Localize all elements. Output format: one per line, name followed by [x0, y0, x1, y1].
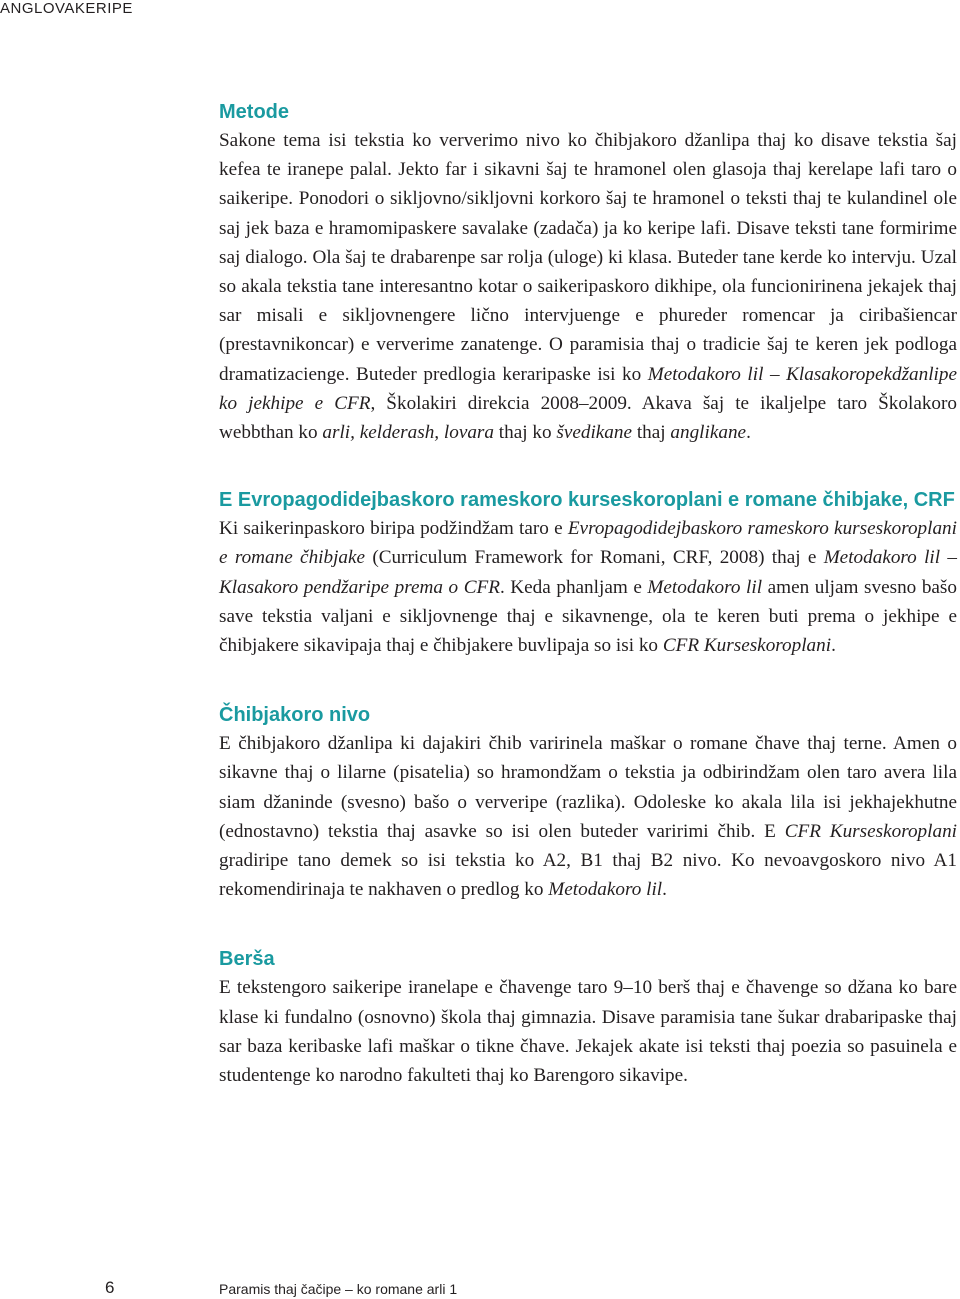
italic-run: Metodakoro lil	[548, 879, 663, 901]
section-metode	[219, 98, 957, 447]
text-run: Ki saikerinpaskoro biripa podžindžam taro e	[219, 518, 568, 540]
text-run: , Školakiri direkcia 2008–2009. Akava šaj te ikaljelpe taro Školakoro webbthan ko	[219, 392, 958, 444]
section-chibjakoro-nivo	[219, 701, 957, 904]
italic-run: švedikane	[556, 422, 633, 444]
section-paragraph	[219, 514, 957, 660]
text-run: . Keda phanljam e	[499, 576, 648, 598]
section-heading: Čhibjakoro nivo	[219, 704, 371, 727]
section-crf	[219, 486, 957, 660]
section-paragraph	[219, 729, 957, 904]
italic-run: CFR Kurseskoroplani	[784, 820, 958, 842]
page-content	[219, 98, 957, 1090]
page-footer	[0, 1276, 960, 1299]
text-run: gradiripe tano demek so isi tekstia ko A2, B1 thaj B2 nivo. Ko nevoavgoskoro nivo A1 rekomendirinaja te nakhaven o predlog ko	[219, 850, 957, 901]
section-bersa	[219, 945, 957, 1090]
italic-run: Metodakoro lil – Klasakoropekdžanlipe ko jekhipe e CFR	[219, 363, 957, 414]
text-run: .	[746, 422, 751, 444]
footer-title: Paramis thaj čačipe – ko romane arli 1	[219, 1281, 458, 1297]
italic-run: CFR Kurseskoroplani	[662, 635, 832, 657]
text-run: Sakone tema isi tekstia ko ververimo nivo ko čhibjakoro džanlipa thaj ko disave tekstia šaj kefea te iranepe palal. Jekto far i sikavni šaj te hramonel olen glasoja thaj kerelape lafi taro o saikeripe. Ponodori o sikljovno/sikljovni korkoro šaj te hramonel o teksti thaj te kulandinel ole saj jek baza e hramomipaskere savalake (zadača) ja ko keripe lafi. Disave teksti tane formirime saj dialogo. Ola šaj te drabarenpe sar rolja (uloge) ki klasa. Buteder tane kerde ko intervju. Uzal so akala tekstia tane interesantno kotar o saikeripaskoro dikhipe, ola funcionirinena jekajek thaj sar misali e sikljovnengere lično intervjuenge e phureder romencar ja ciribašiencar (prestavnikoncar) e ververime zanatenge. O paramisia thaj o tradicie šaj te keren jek podloga dramatizacienge. Buteder predlogia keraripaske isi ko	[219, 130, 957, 385]
italic-run: arli, kelderash, lovara	[322, 422, 494, 444]
italic-run: Metodakoro lil – Klasakoro pendžaripe prema o CFR	[219, 547, 957, 598]
section-heading: Berša	[219, 948, 275, 971]
italic-run: Metodakoro lil	[647, 576, 763, 598]
page-number: 6	[105, 1278, 115, 1297]
running-head: ANGLOVAKERIPE	[0, 0, 133, 17]
text-run: thaj	[632, 422, 671, 444]
italic-run: anglikane	[670, 422, 747, 444]
section-paragraph	[219, 126, 957, 447]
text-run: .	[831, 635, 836, 657]
text-run: (Curriculum Framework for Romani, CRF, 2008) thaj e	[365, 547, 824, 569]
text-run: thaj ko	[494, 422, 557, 444]
italic-run: Evropagodidejbaskoro rameskoro kurseskoroplani e romane čhibjake	[219, 518, 957, 569]
section-heading: Metode	[219, 101, 289, 123]
text-run: .	[662, 879, 667, 901]
section-heading: E Evropagodidejbaskoro rameskoro kurseskoroplani e romane čhibjake, CRF	[219, 489, 955, 512]
section-paragraph	[219, 973, 957, 1090]
text-run: E tekstengoro saikeripe iranelape e čhavenge taro 9–10 berš thaj e čhavenge so džana ko bare klase ki fundalno (osnovno) škola thaj gimnazia. Disave paramisia tane šukar drabaripaske thaj sar baza keribaske lafi maškar o tikne čhave. Jekajek akate isi teksti thaj poezia so pasuinela e studentenge ko narodno fakulteti thaj ko Barengoro sikavipe.	[219, 977, 957, 1087]
text-run: amen uljam svesno bašo save tekstia valjani e sikljovnenge thaj e sikavnenge, ola te keren buti prema o jekhipe e čhibjakere sikavipaja thaj e čhibjakere buvlipaja so isi ko	[219, 576, 957, 657]
text-run: E čhibjakoro džanlipa ki dajakiri čhib varirinela maškar o romane čhave thaj terne. Amen o sikavne thaj o lilarne (pisatelia) so hramondžam o tekstia ja odbirindžam olen taro avera lila siam džaninde (svesno) bašo o ververipe (razlika). Odoleske ko akala lila isi jekhajekhutne (ednostavno) tekstia thaj asavke so isi olen buteder varirimi čhib. E	[219, 733, 957, 842]
